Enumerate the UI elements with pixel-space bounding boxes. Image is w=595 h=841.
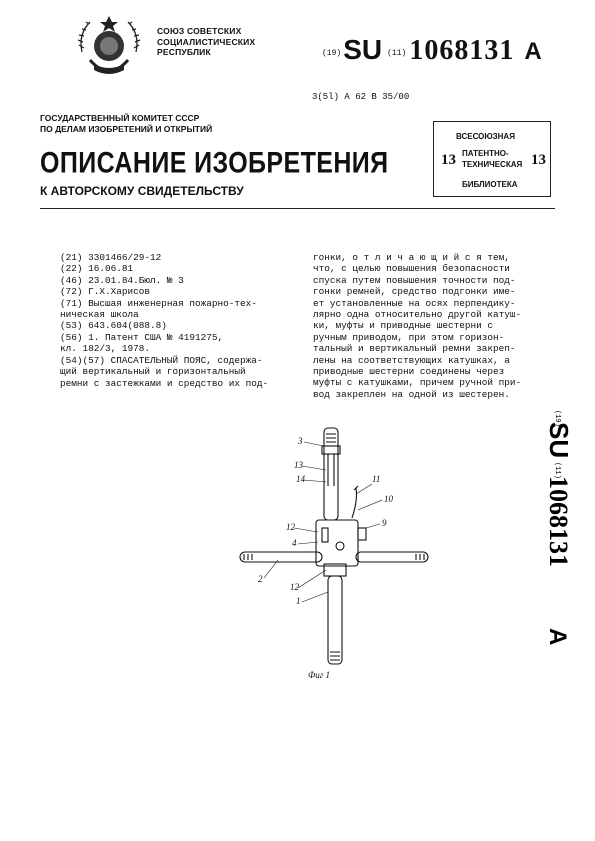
side-kind: A bbox=[544, 628, 571, 646]
side-code-19: (19) bbox=[553, 410, 561, 427]
country-code: SU bbox=[343, 34, 383, 65]
claim-line: приводные шестерни соединены через bbox=[313, 366, 505, 378]
figure-label: 1 bbox=[296, 596, 301, 606]
claim-line: ручным приводом, при этом горизон- bbox=[313, 331, 505, 343]
figure-label: 11 bbox=[372, 474, 381, 484]
figure-label: 9 bbox=[382, 518, 387, 528]
figure-label: 2 bbox=[258, 574, 263, 584]
biblio-line: (53) 643.604(088.8) bbox=[60, 320, 167, 332]
claim-line: лены на соответствующих катушках, а bbox=[313, 354, 510, 366]
state-emblem-icon bbox=[72, 12, 146, 84]
code-11: (11) bbox=[387, 49, 407, 58]
figure-label: 13 bbox=[294, 460, 303, 470]
patent-number: 1068131 bbox=[409, 35, 515, 66]
figure-label: 4 bbox=[292, 538, 297, 548]
stamp-number-left: 13 bbox=[441, 152, 456, 168]
biblio-line: кл. 182/3, 1978. bbox=[60, 343, 151, 355]
side-country: SU bbox=[544, 422, 574, 459]
abstract-line: (54)(57) СПАСАТЕЛЬНЫЙ ПОЯС, содержа- bbox=[60, 355, 263, 366]
claim-line: ет установленные на осях перпендику- bbox=[313, 297, 516, 309]
figure-label: 10 bbox=[384, 494, 393, 504]
figure-label: 3 bbox=[298, 436, 303, 446]
biblio-line: (71) Высшая инженерная пожарно-тех- bbox=[60, 297, 257, 309]
side-number: 1068131 bbox=[544, 476, 573, 567]
claims-text bbox=[313, 252, 558, 400]
stamp-line: ПАТЕНТНО- bbox=[462, 149, 509, 158]
biblio-line: (56) 1. Патент США № 4191275, bbox=[60, 331, 224, 343]
committee-heading bbox=[40, 113, 212, 135]
library-stamp bbox=[433, 121, 551, 197]
committee-line: ГОСУДАРСТВЕННЫЙ КОМИТЕТ СССР bbox=[40, 113, 200, 123]
vertical-strap-lower bbox=[328, 576, 342, 664]
ussr-line: СОЦИАЛИСТИЧЕСКИХ bbox=[157, 36, 256, 47]
stamp-line: ВСЕСОЮЗНАЯ bbox=[456, 132, 515, 141]
document-title: ОПИСАНИЕ ИЗОБРЕТЕНИЯ bbox=[40, 146, 389, 180]
figure-caption: Фиг 1 bbox=[308, 670, 330, 680]
bibliographic-data bbox=[60, 252, 300, 355]
committee-line: ПО ДЕЛАМ ИЗОБРЕТЕНИЙ И ОТКРЫТИЙ bbox=[40, 124, 213, 134]
side-publication-number bbox=[528, 410, 574, 680]
abstract-start bbox=[60, 355, 305, 389]
claim-line: спуска путем повышения точности под- bbox=[313, 274, 516, 286]
claim-line: гонки, о т л и ч а ю щ и й с я тем, bbox=[313, 252, 510, 263]
header-divider bbox=[40, 208, 555, 209]
document-subtitle: К АВТОРСКОМУ СВИДЕТЕЛЬСТВУ bbox=[40, 184, 244, 198]
horizontal-strap bbox=[356, 552, 428, 562]
ipc-classification: 3(5l) A 62 B 35/00 bbox=[312, 92, 410, 102]
ussr-line: СОЮЗ СОВЕТСКИХ bbox=[157, 26, 242, 36]
biblio-line: (21) 3301466/29-12 bbox=[60, 252, 162, 263]
figure-label: 14 bbox=[296, 474, 305, 484]
code-19: (19) bbox=[322, 49, 342, 58]
claim-line: лярно одна относительно другой катуш- bbox=[313, 309, 522, 321]
kind-code: A bbox=[524, 38, 542, 65]
ussr-line: РЕСПУБЛИК bbox=[157, 47, 211, 57]
claim-line: муфты с катушками, причем ручной при- bbox=[313, 377, 522, 389]
claim-line: тальный и вертикальный ремни закреп- bbox=[313, 343, 516, 355]
biblio-line: (22) 16.06.81 bbox=[60, 263, 134, 275]
stamp-line: ТЕХНИЧЕСКАЯ bbox=[462, 160, 523, 169]
publication-number bbox=[322, 34, 542, 67]
claim-line: ки, муфты и приводные шестерни с bbox=[313, 320, 494, 332]
abstract-line: щий вертикальный и горизонтальный bbox=[60, 366, 246, 378]
side-code-11: (11) bbox=[553, 462, 561, 479]
belt-figure bbox=[232, 420, 432, 690]
abstract-line: ремни с застежками и средство их под- bbox=[60, 377, 269, 389]
figure-label: 12 bbox=[286, 522, 295, 532]
biblio-line: (72) Г.Х.Харисов bbox=[60, 286, 151, 298]
claim-line: гонки ремней, средство подгонки име- bbox=[313, 286, 516, 298]
ussr-heading bbox=[157, 26, 255, 58]
stamp-line: БИБЛИОТЕКА bbox=[462, 180, 518, 189]
figure-label: 12 bbox=[290, 582, 299, 592]
buckle bbox=[322, 446, 340, 454]
claim-line: вод закреплен на одной из шестерен. bbox=[313, 388, 510, 400]
biblio-line: ническая школа bbox=[60, 309, 139, 321]
drive-gear bbox=[358, 528, 366, 540]
biblio-line: (46) 23.01.84.Бюл. № 3 bbox=[60, 274, 184, 286]
stamp-number-right: 13 bbox=[531, 152, 546, 168]
claim-line: что, с целью повышения безопасности bbox=[313, 263, 510, 275]
